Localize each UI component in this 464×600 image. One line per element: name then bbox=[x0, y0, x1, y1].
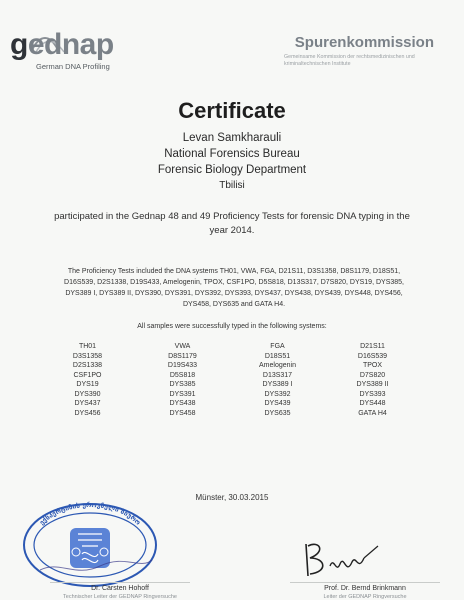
system-item: D18S51 bbox=[264, 352, 291, 360]
system-item: DYS438 bbox=[169, 400, 196, 407]
system-item: DYS385 bbox=[169, 381, 196, 388]
system-item: DYS389 I bbox=[262, 381, 293, 388]
system-item: D21S11 bbox=[360, 343, 385, 350]
system-item: D3S1358 bbox=[72, 352, 103, 360]
system-item: D5S818 bbox=[169, 371, 196, 379]
system-item: FGA bbox=[270, 343, 285, 350]
system-item: DYS19 bbox=[76, 381, 99, 388]
system-item: D13S317 bbox=[262, 371, 293, 379]
recipient-block bbox=[0, 130, 464, 194]
system-item: DYS392 bbox=[264, 390, 291, 398]
certificate-title: Certificate bbox=[178, 98, 286, 123]
recipient-org: National Forensics Bureau bbox=[164, 148, 300, 160]
system-item: D19S433 bbox=[167, 362, 198, 369]
systems-column-1 bbox=[40, 342, 135, 418]
system-item: VWA bbox=[174, 343, 191, 350]
system-item: TH01 bbox=[78, 343, 97, 350]
system-item: DYS456 bbox=[74, 409, 101, 417]
signatory-left-role: Technischer Leiter der GEDNAP Ringversuche bbox=[63, 594, 177, 600]
system-item: DYS437 bbox=[74, 400, 101, 407]
org-subtitle: Gemeinsame Kommission der rechtsmedizinischen und kriminaltechnischen Institute bbox=[284, 54, 415, 67]
system-item: D8S1179 bbox=[168, 352, 197, 360]
system-item: GATA H4 bbox=[358, 409, 387, 417]
signature-line-right bbox=[290, 582, 440, 583]
signature-line-left bbox=[50, 582, 190, 583]
logo-wordmark-rest: ednap bbox=[27, 28, 114, 61]
system-item: DYS391 bbox=[169, 390, 196, 398]
systems-column-4 bbox=[325, 342, 420, 418]
systems-column-3 bbox=[230, 342, 325, 418]
svg-text:ექსპერტიზის ეროვნული ბიურო bbox=[38, 501, 142, 527]
recipient-city: Tbilisi bbox=[219, 180, 245, 191]
systems-paragraph: The Proficiency Tests included the DNA systems TH01, VWA, FGA, D21S11, D3S1358, D8S1179, D18S51, D16S539, D2S1338, D19S433, Amelogenin, TPOX, CSF1PO, D5S818, D13S317, D7S820, DYS19, DYS385, DYS389 I, DYS389 II, DYS390, DYS391, DYS392, DYS393, DYS437, DYS438, DYS439, DYS448, DYS456, DYS458, DYS635 and GATA H4. bbox=[64, 268, 404, 308]
org-title: Spurenkommission bbox=[294, 34, 434, 51]
recipient-name: Levan Samkharauli bbox=[182, 132, 282, 144]
seal-inscription: ექსპერტიზის ეროვნული ბიურო bbox=[37, 500, 143, 527]
logo-wordmark bbox=[10, 28, 114, 62]
recipient-dept: Forensic Biology Department bbox=[157, 164, 307, 176]
system-item: DYS390 bbox=[74, 390, 101, 398]
logo-subtitle: German DNA Profiling bbox=[36, 62, 110, 71]
handwritten-signature-right bbox=[300, 536, 390, 582]
systems-column-2 bbox=[135, 342, 230, 418]
signatory-right-name: Prof. Dr. Bernd Brinkmann bbox=[324, 585, 406, 592]
system-item: D7S820 bbox=[359, 371, 386, 379]
signatory-left-name: Dr. Carsten Hohoff bbox=[91, 585, 149, 592]
system-item: D2S1338 bbox=[72, 362, 103, 369]
signatory-right-role: Leiter der GEDNAP Ringversuche bbox=[323, 594, 407, 600]
official-seal-stamp bbox=[20, 500, 160, 590]
system-item: TPOX bbox=[362, 362, 383, 369]
system-item: DYS439 bbox=[264, 400, 291, 407]
system-item: Amelogenin bbox=[259, 362, 296, 369]
all-samples-text: All samples were successfully typed in the following systems: bbox=[137, 323, 327, 330]
system-item: DYS389 II bbox=[356, 381, 389, 388]
system-item: DYS635 bbox=[264, 409, 291, 417]
date-place: Münster, 30.03.2015 bbox=[195, 493, 269, 502]
participation-text: participated in the Gednap 48 and 49 Proficiency Tests for forensic DNA typing in the year 2014. bbox=[54, 211, 410, 236]
logo-wordmark-g: g bbox=[10, 28, 28, 61]
system-item: D16S539 bbox=[357, 352, 388, 360]
systems-table bbox=[40, 342, 420, 418]
system-item: DYS448 bbox=[359, 400, 386, 407]
system-item: DYS393 bbox=[359, 390, 386, 398]
system-item: CSF1PO bbox=[73, 371, 102, 379]
system-item: DYS458 bbox=[169, 409, 196, 417]
